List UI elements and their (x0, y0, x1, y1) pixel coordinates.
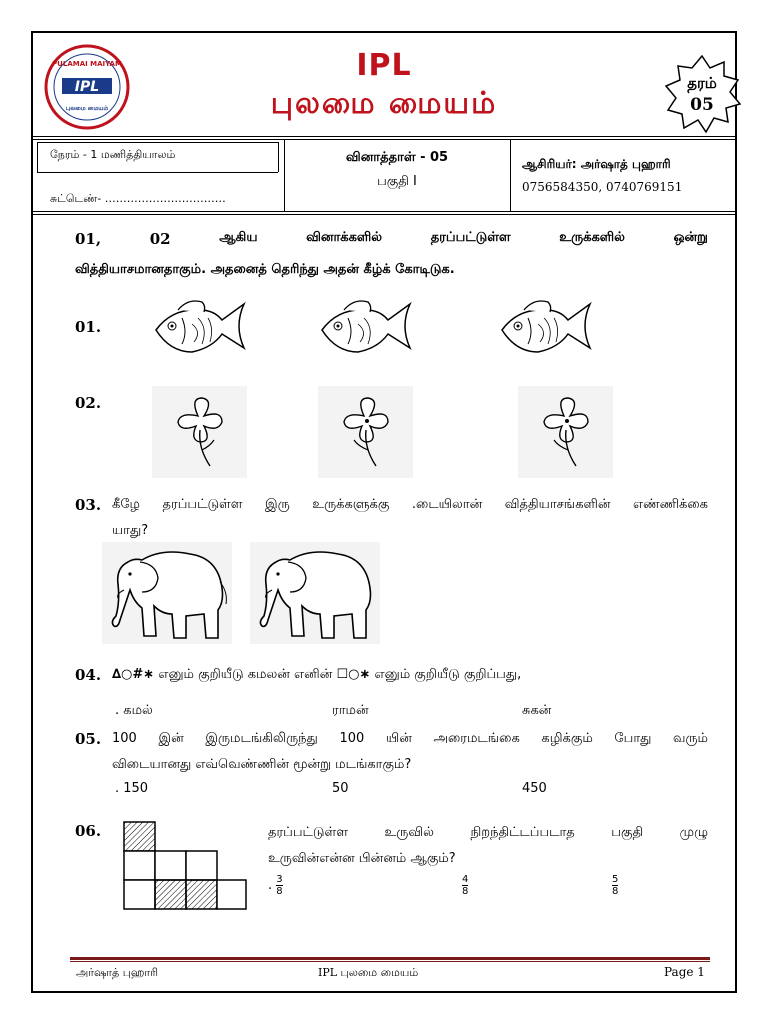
question-number: 01. (75, 318, 102, 336)
title-en: IPL (356, 48, 412, 83)
footer-center: IPL புலமை மையம் (318, 966, 419, 979)
divider (510, 139, 511, 211)
svg-text:IPL: IPL (74, 79, 100, 95)
instruction-word: 02 (149, 230, 171, 248)
symbol-code: ∆○#∗ (112, 667, 155, 682)
divider (31, 136, 737, 137)
instruction-line-2: வித்தியாசமானதாகும். அதனைத் தெரிந்து அதன் கீழ்க் கோடிடுக. (75, 262, 455, 277)
question-text-part: எனும் குறியீடு குறிப்பது, (374, 667, 522, 682)
elephant-image-frame (250, 542, 380, 644)
question-number: 03. (75, 496, 102, 514)
answer-option[interactable]: ராமன் (332, 703, 369, 718)
svg-text:PULAMAI MAIYAM: PULAMAI MAIYAM (52, 60, 122, 68)
divider (31, 139, 737, 140)
paper-number: வினாத்தாள் - 05 (345, 150, 449, 165)
fish-image (318, 296, 414, 358)
elephant-image (250, 542, 380, 644)
svg-text:தரம்: தரம் (687, 74, 717, 92)
question-number: 05. (75, 730, 102, 748)
answer-option[interactable]: . கமல் (115, 703, 153, 718)
answer-option[interactable] (612, 872, 618, 900)
fraction (462, 874, 468, 897)
question-text: கீழே தரப்பட்டுள்ள இரு உருக்களுக்கு .டையிலான் வித்தியாசங்களின் எண்ணிக்கை (112, 497, 708, 512)
fraction (612, 874, 618, 897)
flower-image (152, 386, 247, 478)
teacher-name: ஆசிரியர்: அர்ஷாத் புஹாரி (522, 157, 671, 171)
fraction-numerator: 3 (276, 874, 283, 885)
instruction-word: வினாக்களில் (306, 230, 383, 245)
question-text (112, 662, 521, 688)
answer-option[interactable] (462, 872, 468, 900)
fraction-denominator: 8 (276, 886, 283, 897)
fraction-denominator: 8 (612, 886, 619, 897)
instruction-word: உருக்களில் (559, 230, 625, 245)
instruction-word: ஒன்று (673, 230, 708, 245)
question-text: தரப்பட்டுள்ள உருவில் நிறந்திட்டப்படாத பகுதி முழு (268, 825, 708, 840)
question-text: 100 இன் இருமடங்கிலிருந்து 100 யின் அரைமடங்கை கழிக்கும் போது வரும் (112, 731, 708, 746)
page-number: Page 1 (664, 965, 705, 979)
answer-option[interactable]: சுகன் (522, 703, 552, 718)
shaded-grid-figure (122, 820, 248, 912)
divider (37, 142, 278, 143)
flower-image-frame (318, 386, 413, 478)
footer-divider (70, 957, 710, 960)
teacher-phones: 0756584350, 0740769151 (522, 180, 683, 194)
index-number-field: சுட்டெண்- …………………………… (50, 192, 226, 205)
divider (31, 214, 737, 215)
question-number: 04. (75, 666, 102, 684)
grade-badge (662, 54, 742, 134)
flower-image (518, 386, 613, 478)
answer-option[interactable]: 450 (522, 781, 547, 796)
fish-image (152, 296, 248, 358)
fish-image (498, 296, 594, 358)
answer-option[interactable]: 50 (332, 781, 349, 796)
fraction (276, 874, 282, 897)
fraction-numerator: 4 (462, 874, 469, 885)
question-text: விடையானது எவ்வெண்ணின் மூன்று மடங்காகும்? (112, 757, 412, 772)
fraction-denominator: 8 (462, 886, 469, 897)
divider (37, 142, 38, 172)
symbol-code: ☐○∗ (336, 667, 371, 682)
elephant-image-frame (102, 542, 232, 644)
title-ta: புலமை மையம் (270, 86, 498, 121)
fraction-numerator: 5 (612, 874, 619, 885)
divider (278, 142, 279, 172)
option-marker: . (268, 878, 273, 893)
answer-option[interactable] (268, 872, 283, 900)
divider (31, 211, 737, 212)
instruction-word: தரப்பட்டுள்ள (430, 230, 511, 245)
instruction-word: ஆகிய (219, 230, 258, 245)
footer-author: அர்ஷாத் புஹாரி (76, 966, 159, 979)
instruction-line-1 (75, 230, 708, 248)
time-label: நேரம் - 1 மணித்தியாலம் (50, 148, 176, 161)
flower-image-frame (518, 386, 613, 478)
svg-text:புலமை மையம்: புலமை மையம் (65, 105, 109, 112)
answer-option[interactable]: . 150 (115, 781, 149, 796)
question-text: யாது? (112, 523, 149, 538)
flower-image (318, 386, 413, 478)
instruction-word: 01, (75, 230, 102, 248)
flower-image-frame (152, 386, 247, 478)
question-text: உருவின்என்ன பின்னம் ஆகும்? (268, 851, 456, 866)
divider (37, 172, 278, 173)
question-number: 06. (75, 822, 102, 840)
question-text-part: எனும் குறியீடு கமலன் எனின் (158, 667, 333, 682)
svg-text:05: 05 (690, 95, 714, 115)
elephant-image (102, 542, 232, 644)
footer-divider (70, 961, 710, 962)
question-number: 02. (75, 394, 102, 412)
part-label: பகுதி I (377, 174, 417, 189)
